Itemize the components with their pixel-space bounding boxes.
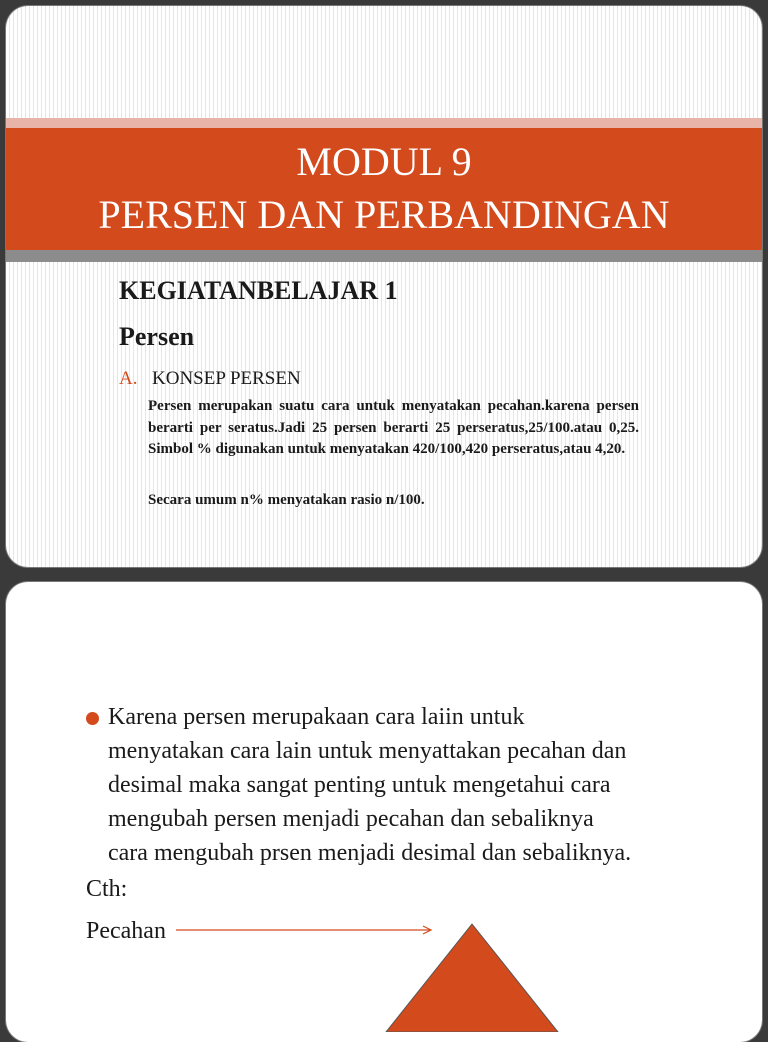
slide-1: [6, 6, 762, 567]
list-marker: A.: [119, 368, 138, 389]
slide-title-line-2: PERSEN DAN PERBANDINGAN: [98, 192, 670, 237]
example-label: Cth:: [86, 876, 128, 902]
title-band: [6, 128, 762, 250]
activity-heading: KEGIATANBELAJAR 1: [119, 276, 398, 305]
pecahan-label: Pecahan: [86, 918, 166, 944]
title-bottom-band: [6, 250, 762, 262]
slide-2: [6, 582, 762, 1042]
bullet-text-line: cara mengubah prsen menjadi desimal dan sebaliknya.: [108, 840, 632, 866]
general-statement: Secara umum n% menyatakan rasio n/100.: [148, 492, 425, 508]
bullet-text-line: mengubah persen menjadi pecahan dan sebaliknya: [108, 806, 594, 832]
topic-heading: Persen: [119, 322, 195, 351]
slide-title-line-1: MODUL 9: [296, 139, 472, 184]
concept-paragraph: Persen merupakan suatu cara untuk menyatakan pecahan.karena persen berarti per seratus.Jadi 25 persen berarti 25 perseratus,25/100.atau 0,25. Simbol % digunakan untuk menyatakan 420/100,420 perseratus,atau 4,20.: [148, 398, 639, 457]
triangle-shape: [382, 922, 562, 1032]
bullet-text-line: Karena persen merupakaan cara laiin untuk: [108, 704, 525, 730]
bullet-text-line: desimal maka sangat penting untuk mengetahui cara: [108, 772, 611, 798]
title-top-band: [6, 118, 762, 128]
section-title: KONSEP PERSEN: [152, 368, 301, 389]
bullet-text-line: menyatakan cara lain untuk menyattakan pecahan dan: [108, 738, 627, 764]
bullet-dot-icon: [86, 712, 99, 725]
